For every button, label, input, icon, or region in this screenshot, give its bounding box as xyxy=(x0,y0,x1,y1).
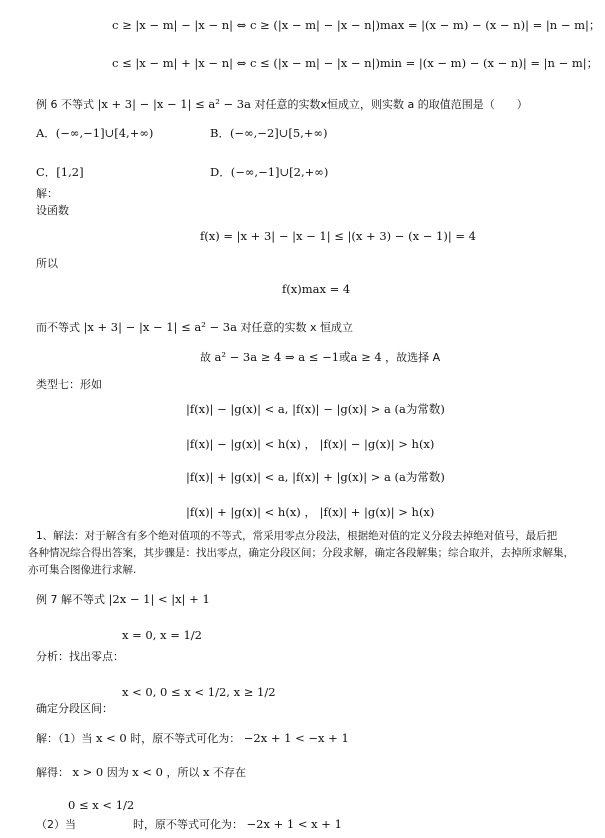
case-2-inequality: −2x + 1 < x + 1 xyxy=(246,817,342,831)
example-7-label: 例 7 解不等式 xyxy=(36,593,105,606)
example-6-inequality: |x + 3| − |x − 1| ≤ a² − 3a xyxy=(97,97,251,111)
zeros-formula: x = 0, x = 1/2 xyxy=(122,628,203,642)
option-c: C．[1,2] xyxy=(36,165,84,179)
restated-math: |x + 3| − |x − 1| ≤ a² − 3a xyxy=(83,320,237,334)
method-paragraph-line-3: 亦可集合图像进行求解. xyxy=(28,564,137,576)
example-6-text: 对任意的实数x恒成立，则实数 a 的取值范围是（ ） xyxy=(254,98,528,111)
conclusion-label: 故 xyxy=(200,351,211,364)
set-function-text: 设函数 xyxy=(36,204,69,217)
case-1-inequality: −2x + 1 < −x + 1 xyxy=(243,731,349,745)
conclusion-line xyxy=(200,350,440,365)
conclusion-math: a² − 3a ≥ 4 ⇒ a ≤ −1或a ≥ 4 xyxy=(214,350,382,364)
case-1-text: 时，原不等式可化为： xyxy=(130,732,241,745)
formula-line-2: c ≤ |x − m| + |x − n| ⇔ c ≤ (|x − m| − |x − n|)min = |(x − m) − (x − n)| = |n − m|； xyxy=(112,56,599,70)
type-7-form-4 xyxy=(186,505,434,519)
type-7-form-4a: |f(x)| + |g(x)| < h(x) xyxy=(186,505,301,519)
case-1-because: 因为 xyxy=(106,766,129,779)
option-a: A．(−∞,−1]∪[4,+∞) xyxy=(36,126,154,140)
type-7-form-1: |f(x)| − |g(x)| < a, |f(x)| − |g(x)| > a (a为常数) xyxy=(186,402,445,416)
case-2-condition-formula: 0 ≤ x < 1/2 xyxy=(68,798,135,812)
type-7-form-4b: |f(x)| + |g(x)| > h(x) xyxy=(319,505,435,519)
example-6-question xyxy=(36,97,528,112)
solution-label: 解： xyxy=(36,187,58,200)
method-paragraph-line-1: 1、解法：对于解含有多个绝对值项的不等式，常采用零点分段法，根据绝对值的定义分段去掉绝对值号，最后把 xyxy=(36,530,558,542)
restated-text: 对任意的实数 x 恒成立 xyxy=(240,321,353,334)
type-7-form-2-separator: ， xyxy=(304,437,316,451)
restated-inequality xyxy=(36,320,353,335)
case-1-line xyxy=(36,731,349,746)
case-1-because-condition: x < 0 xyxy=(132,765,163,779)
case-1-result-label: 解得： xyxy=(36,766,69,779)
type-7-form-2 xyxy=(186,437,434,451)
option-d: D．(−∞,−1]∪[2,+∞) xyxy=(210,165,329,179)
intervals-formula: x < 0, 0 ≤ x < 1/2, x ≥ 1/2 xyxy=(122,685,276,699)
case-2-line xyxy=(36,817,342,832)
example-7-inequality: |2x − 1| < |x| + 1 xyxy=(108,592,210,606)
case-1-label: 解：（1）当 xyxy=(36,732,93,745)
case-1-nonexistent: 不存在 xyxy=(213,766,246,779)
type-7-form-2b: |f(x)| − |g(x)| > h(x) xyxy=(319,437,435,451)
case-1-condition: x < 0 xyxy=(96,731,127,745)
example-6-label: 例 6 不等式 xyxy=(36,98,94,111)
restated-label: 而不等式 xyxy=(36,321,80,334)
type-7-form-3: |f(x)| + |g(x)| < a, |f(x)| + |g(x)| > a (a为常数) xyxy=(186,470,445,484)
case-1-so: ，所以 xyxy=(166,766,200,779)
method-paragraph-line-2: 各种情况综合得出答案，其步骤是：找出零点，确定分段区间；分段求解，确定各段解集；综合取并，去掉所求解集， xyxy=(28,547,574,559)
interval-label: 确定分段区间： xyxy=(36,702,113,715)
case-2-label: （2）当 xyxy=(36,818,76,831)
formula-line-1: c ≥ |x − m| − |x − n| ⇔ c ≥ (|x − m| − |x − n|)max = |(x − m) − (x − n)| = |n − m|； xyxy=(112,18,601,32)
type-7-form-4-separator: ， xyxy=(304,505,316,519)
type-7-heading: 类型七：形如 xyxy=(36,378,102,391)
case-1-result: x > 0 xyxy=(72,765,104,779)
case-1-result-line xyxy=(36,765,246,780)
analysis-text: 分析：找出零点： xyxy=(36,650,124,663)
type-7-form-2a: |f(x)| − |g(x)| < h(x) xyxy=(186,437,301,451)
option-b: B．(−∞,−2]∪[5,+∞) xyxy=(210,126,328,140)
therefore-text: 所以 xyxy=(36,257,58,270)
function-max-formula: f(x)max = 4 xyxy=(282,282,351,296)
case-1-variable: x xyxy=(203,765,210,779)
example-7-question xyxy=(36,592,210,607)
conclusion-answer: ，故选择 A xyxy=(385,351,441,364)
function-bound-formula: f(x) = |x + 3| − |x − 1| ≤ |(x + 3) − (x − 1)| = 4 xyxy=(200,229,476,243)
case-2-text: 时，原不等式可化为： xyxy=(133,818,243,831)
